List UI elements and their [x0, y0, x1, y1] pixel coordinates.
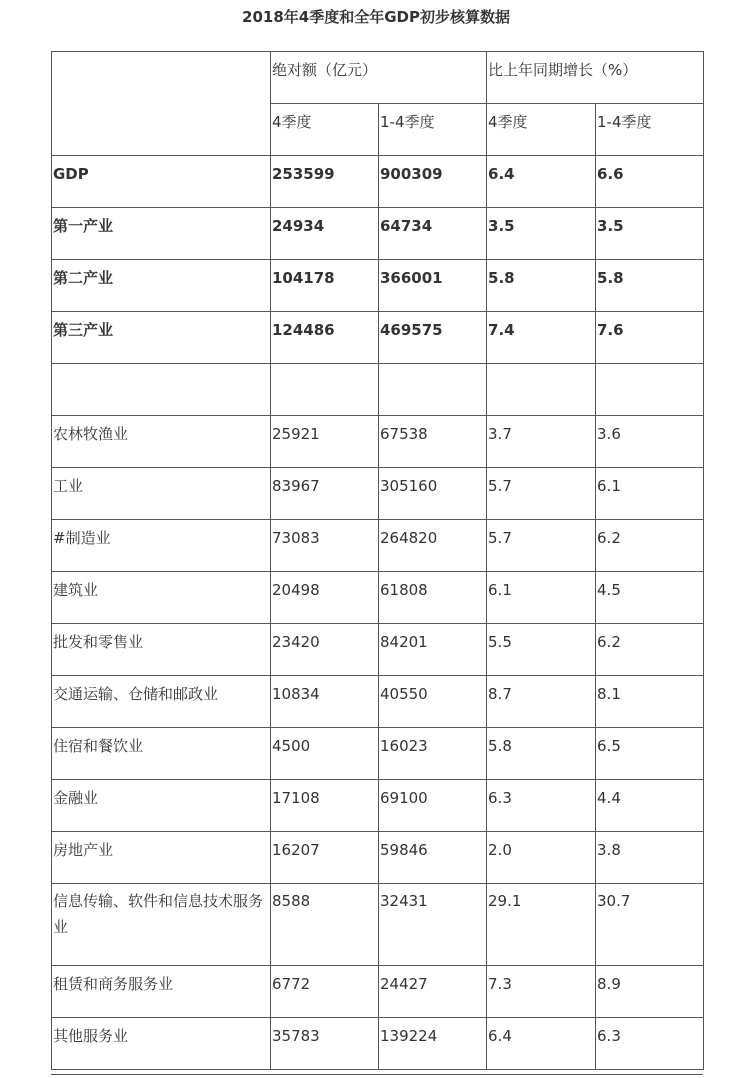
cell-value: 5.8 [487, 728, 596, 780]
cell-value: 4.4 [596, 780, 704, 832]
row-label: 建筑业 [52, 572, 271, 624]
table-row [52, 468, 704, 520]
cell-value: 305160 [379, 468, 487, 520]
blank-cell [596, 364, 704, 416]
cell-value: 7.3 [487, 966, 596, 1018]
table-row [52, 676, 704, 728]
cell-value: 6772 [271, 966, 379, 1018]
cell-value: 7.4 [487, 312, 596, 364]
cell-value: 8.7 [487, 676, 596, 728]
cell-value: 469575 [379, 312, 487, 364]
gdp-table [51, 51, 704, 1070]
cell-value: 3.5 [596, 208, 704, 260]
cell-value: 139224 [379, 1018, 487, 1070]
cell-value: 29.1 [487, 884, 596, 966]
cell-value: 6.3 [596, 1018, 704, 1070]
table-row-primary-industry [52, 208, 704, 260]
cell-value: 20498 [271, 572, 379, 624]
table-row [52, 832, 704, 884]
table-row [52, 1018, 704, 1070]
row-label: 信息传输、软件和信息技术服务业 [52, 884, 271, 966]
row-label: 第一产业 [52, 208, 271, 260]
cell-value: 7.6 [596, 312, 704, 364]
header-row-group [52, 52, 704, 104]
cell-value: 6.1 [596, 468, 704, 520]
table-row [52, 572, 704, 624]
cell-value: 16023 [379, 728, 487, 780]
cell-value: 25921 [271, 416, 379, 468]
cell-value: 6.1 [487, 572, 596, 624]
header-growth-rate: 比上年同期增长（%） [487, 52, 704, 104]
cell-value: 32431 [379, 884, 487, 966]
cell-value: 5.7 [487, 520, 596, 572]
row-label: 交通运输、仓储和邮政业 [52, 676, 271, 728]
row-label: 房地产业 [52, 832, 271, 884]
cell-value: 8588 [271, 884, 379, 966]
cell-value: 3.5 [487, 208, 596, 260]
table-row [52, 728, 704, 780]
cell-value: 4500 [271, 728, 379, 780]
cell-value: 6.2 [596, 624, 704, 676]
header-sub-cell: 1-4季度 [596, 104, 704, 156]
table-row [52, 520, 704, 572]
cell-value: 124486 [271, 312, 379, 364]
cell-value: 6.4 [487, 1018, 596, 1070]
cell-value: 366001 [379, 260, 487, 312]
cell-value: 5.7 [487, 468, 596, 520]
row-label: 其他服务业 [52, 1018, 271, 1070]
cell-value: 10834 [271, 676, 379, 728]
cell-value: 59846 [379, 832, 487, 884]
cell-value: 900309 [379, 156, 487, 208]
cell-value: 3.6 [596, 416, 704, 468]
cell-value: 264820 [379, 520, 487, 572]
header-sub-cell: 4季度 [487, 104, 596, 156]
table-row-tertiary-industry [52, 312, 704, 364]
cell-value: 35783 [271, 1018, 379, 1070]
table-continuation-border [51, 1074, 703, 1075]
page-title: 2018年4季度和全年GDP初步核算数据 [242, 8, 510, 26]
row-label: 工业 [52, 468, 271, 520]
row-label: 金融业 [52, 780, 271, 832]
blank-cell [379, 364, 487, 416]
cell-value: 8.1 [596, 676, 704, 728]
row-label: 第三产业 [52, 312, 271, 364]
table-row [52, 624, 704, 676]
header-sub-cell: 4季度 [271, 104, 379, 156]
cell-value: 6.5 [596, 728, 704, 780]
table-row-gdp [52, 156, 704, 208]
cell-value: 23420 [271, 624, 379, 676]
cell-value: 84201 [379, 624, 487, 676]
cell-value: 5.8 [487, 260, 596, 312]
cell-value: 5.5 [487, 624, 596, 676]
cell-value: 40550 [379, 676, 487, 728]
cell-value: 83967 [271, 468, 379, 520]
blank-cell [487, 364, 596, 416]
row-label: 批发和零售业 [52, 624, 271, 676]
cell-value: 61808 [379, 572, 487, 624]
cell-value: 3.8 [596, 832, 704, 884]
row-label: 租赁和商务服务业 [52, 966, 271, 1018]
cell-value: 17108 [271, 780, 379, 832]
row-label: 第二产业 [52, 260, 271, 312]
cell-value: 6.4 [487, 156, 596, 208]
cell-value: 69100 [379, 780, 487, 832]
cell-value: 64734 [379, 208, 487, 260]
cell-value: 6.6 [596, 156, 704, 208]
table-row [52, 416, 704, 468]
cell-value: 24427 [379, 966, 487, 1018]
header-sub-cell: 1-4季度 [379, 104, 487, 156]
table-row [52, 780, 704, 832]
header-corner-cell [52, 52, 271, 156]
cell-value: 30.7 [596, 884, 704, 966]
cell-value: 6.3 [487, 780, 596, 832]
row-label: 农林牧渔业 [52, 416, 271, 468]
cell-value: 24934 [271, 208, 379, 260]
cell-value: 73083 [271, 520, 379, 572]
cell-value: 6.2 [596, 520, 704, 572]
header-absolute-amount: 绝对额（亿元） [271, 52, 487, 104]
cell-value: 5.8 [596, 260, 704, 312]
cell-value: 16207 [271, 832, 379, 884]
table-row [52, 884, 704, 966]
table-row-secondary-industry [52, 260, 704, 312]
cell-value: 4.5 [596, 572, 704, 624]
table-row-blank [52, 364, 704, 416]
row-label: 住宿和餐饮业 [52, 728, 271, 780]
cell-value: 8.9 [596, 966, 704, 1018]
cell-value: 2.0 [487, 832, 596, 884]
cell-value: 67538 [379, 416, 487, 468]
blank-cell [52, 364, 271, 416]
row-label: #制造业 [52, 520, 271, 572]
table-row [52, 966, 704, 1018]
blank-cell [271, 364, 379, 416]
cell-value: 253599 [271, 156, 379, 208]
cell-value: 3.7 [487, 416, 596, 468]
cell-value: 104178 [271, 260, 379, 312]
row-label: GDP [52, 156, 271, 208]
